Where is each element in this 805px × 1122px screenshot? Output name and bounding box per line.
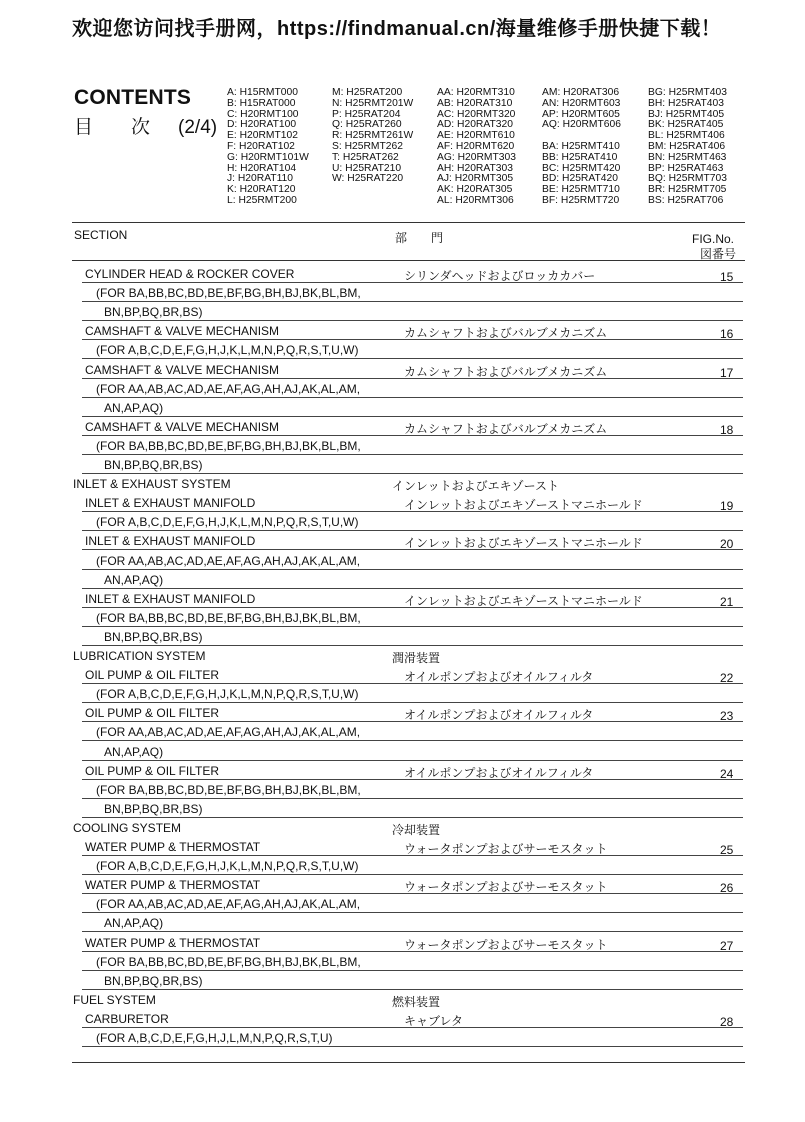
row-bumon-label: シリンダヘッドおよびロッカカバー — [404, 269, 596, 283]
model-code: BS: H25RAT706 — [648, 194, 724, 206]
model-code: AP: H20RMT605 — [542, 108, 620, 120]
model-column — [648, 88, 727, 207]
model-code: W: H25RAT220 — [332, 173, 404, 185]
row-fig-number: 18 — [720, 422, 734, 437]
row-section-label: INLET & EXHAUST MANIFOLD — [85, 591, 256, 606]
page-title-jp — [74, 112, 217, 139]
model-code: AM: H20RAT306 — [542, 87, 620, 98]
row-fig-number: 23 — [720, 709, 734, 724]
model-column — [227, 88, 309, 207]
model-code: BQ: H25RMT703 — [648, 173, 727, 185]
model-column — [437, 88, 516, 207]
model-code: H: H20RAT104 — [227, 162, 297, 174]
row-underline — [82, 1046, 743, 1047]
table-row — [0, 589, 805, 608]
row-bumon-label: カムシャフトおよびバルブメカニズム — [404, 364, 608, 379]
row-section-label: (FOR A,B,C,D,E,F,G,H,J,L,M,N,P,Q,R,S,T,U) — [96, 1031, 333, 1045]
table-row — [0, 837, 805, 856]
model-code: AN: H20RMT603 — [542, 97, 621, 109]
model-code: K: H20RAT120 — [227, 184, 296, 196]
table-row — [0, 761, 805, 780]
section-column-header: SECTION — [74, 228, 128, 242]
table-bottom-rule — [72, 1062, 745, 1063]
row-bumon-label: キャブレタ — [404, 1013, 464, 1028]
row-section-label: (FOR A,B,C,D,E,F,G,H,J,K,L,M,N,P,Q,R,S,T,U,W) — [96, 859, 359, 874]
model-code: BK: H25RAT405 — [648, 119, 724, 131]
row-section-label: CAMSHAFT & VALVE MECHANISM — [85, 419, 280, 434]
row-section-label: CAMSHAFT & VALVE MECHANISM — [85, 362, 280, 377]
table-row — [0, 913, 805, 932]
row-bumon-label: インレットおよびエキゾーストマニホールド — [404, 536, 643, 551]
model-code: BB: H25RAT410 — [542, 151, 618, 163]
row-fig-number: 21 — [720, 594, 734, 609]
model-code: AL: H20RMT306 — [437, 194, 514, 206]
model-code: AD: H20RAT320 — [437, 119, 513, 131]
model-code: BG: H25RMT403 — [648, 87, 727, 98]
row-section-label: WATER PUMP & THERMOSTAT — [85, 840, 261, 854]
model-code: R: H25RMT261W — [332, 130, 414, 142]
table-row — [0, 780, 805, 799]
row-section-label: (FOR BA,BB,BC,BD,BE,BF,BG,BH,BJ,BK,BL,BM, — [96, 782, 361, 797]
table-row — [0, 684, 805, 703]
table-row — [0, 894, 805, 913]
row-fig-number: 27 — [720, 938, 734, 953]
table-row — [0, 360, 805, 379]
table-row — [0, 875, 805, 894]
model-code: A: H15RMT000 — [227, 87, 298, 98]
table-row — [0, 302, 805, 321]
model-code: BR: H25RMT705 — [648, 184, 727, 196]
model-code: BM: H25RAT406 — [648, 140, 726, 152]
row-section-label: BN,BP,BQ,BR,BS) — [104, 305, 203, 320]
model-column — [332, 88, 413, 185]
table-row — [0, 283, 805, 302]
row-bumon-label: カムシャフトおよびバルブメカニズム — [404, 326, 608, 341]
table-row — [0, 570, 805, 589]
table-row — [0, 799, 805, 818]
row-fig-number: 22 — [720, 671, 734, 686]
table-row — [0, 742, 805, 761]
row-bumon-label: オイルポンプおよびオイルフィルタ — [404, 708, 594, 723]
row-section-label: COOLING SYSTEM — [73, 820, 182, 835]
row-fig-number: 26 — [720, 881, 734, 896]
table-row — [0, 321, 805, 340]
table-row — [0, 703, 805, 722]
row-section-label: (FOR AA,AB,AC,AD,AE,AF,AG,AH,AJ,AK,AL,AM, — [96, 553, 361, 568]
row-section-label: AN,AP,AQ) — [104, 916, 164, 931]
model-column — [542, 88, 621, 207]
model-code: BF: H25RMT720 — [542, 194, 620, 206]
row-section-label: WATER PUMP & THERMOSTAT — [85, 878, 261, 893]
model-code: AB: H20RAT310 — [437, 97, 513, 109]
model-code: J: H20RAT110 — [227, 173, 294, 185]
table-top-rule — [72, 222, 745, 223]
table-row — [0, 398, 805, 417]
row-bumon-label: カムシャフトおよびバルブメカニズム — [404, 421, 608, 436]
table-row — [0, 340, 805, 359]
row-section-label: BN,BP,BQ,BR,BS) — [104, 629, 203, 644]
table-row — [0, 264, 805, 283]
row-section-label: AN,AP,AQ) — [104, 744, 164, 759]
fig-no-column-header: FIG.No. — [692, 232, 735, 246]
row-fig-number: 17 — [720, 365, 734, 380]
table-row — [0, 455, 805, 474]
row-bumon-label: インレットおよびエキゾースト — [392, 479, 559, 494]
contents-title-block — [74, 86, 217, 139]
model-code: AQ: H20RMT606 — [542, 119, 621, 131]
row-fig-number: 15 — [720, 270, 734, 284]
row-bumon-label: オイルポンプおよびオイルフィルタ — [404, 765, 594, 780]
page-title-jp-text: 目 次 — [74, 117, 151, 138]
model-code: BC: H25RMT420 — [542, 162, 621, 174]
row-section-label: (FOR AA,AB,AC,AD,AE,AF,AG,AH,AJ,AK,AL,AM, — [96, 897, 361, 912]
table-row — [0, 436, 805, 455]
row-fig-number: 25 — [720, 843, 734, 857]
row-fig-number: 16 — [720, 327, 734, 342]
table-row — [0, 531, 805, 550]
model-code: AK: H20RAT305 — [437, 184, 513, 196]
row-bumon-label: インレットおよびエキゾーストマニホールド — [404, 498, 643, 513]
model-code: BN: H25RMT463 — [648, 151, 727, 163]
table-row — [0, 379, 805, 398]
table-row — [0, 551, 805, 570]
row-section-label: OIL PUMP & OIL FILTER — [85, 668, 220, 683]
table-row — [0, 933, 805, 952]
table-row — [0, 1009, 805, 1028]
row-section-label: WATER PUMP & THERMOSTAT — [85, 935, 261, 950]
row-bumon-label: 燃料装置 — [392, 994, 441, 1009]
model-code: AJ: H20RMT305 — [437, 173, 514, 185]
model-code: B: H15RAT000 — [227, 97, 296, 109]
row-section-label: (FOR AA,AB,AC,AD,AE,AF,AG,AH,AJ,AK,AL,AM, — [96, 381, 361, 396]
row-section-label: INLET & EXHAUST MANIFOLD — [85, 534, 256, 549]
model-code: C: H20RMT100 — [227, 108, 299, 120]
row-section-label: (FOR A,B,C,D,E,F,G,H,J,K,L,M,N,P,Q,R,S,T,U,W) — [96, 687, 359, 702]
model-code: D: H20RAT100 — [227, 119, 297, 131]
row-section-label: (FOR BA,BB,BC,BD,BE,BF,BG,BH,BJ,BK,BL,BM, — [96, 954, 361, 969]
row-section-label: AN,AP,AQ) — [104, 572, 164, 587]
row-section-label: (FOR A,B,C,D,E,F,G,H,J,K,L,M,N,P,Q,R,S,T,U,W) — [96, 343, 359, 358]
row-bumon-label: 冷却装置 — [392, 822, 441, 837]
row-section-label: (FOR AA,AB,AC,AD,AE,AF,AG,AH,AJ,AK,AL,AM, — [96, 725, 361, 740]
model-code: M: H25RAT200 — [332, 87, 403, 98]
model-code: AC: H20RMT320 — [437, 108, 516, 120]
table-row — [0, 722, 805, 741]
section-row — [0, 474, 805, 493]
row-bumon-label: 潤滑装置 — [392, 651, 441, 665]
model-code: BE: H25RMT710 — [542, 184, 620, 196]
bumon-column-header: 部 門 — [395, 231, 444, 245]
row-section-label: (FOR BA,BB,BC,BD,BE,BF,BG,BH,BJ,BK,BL,BM, — [96, 286, 361, 301]
row-section-label: CARBURETOR — [85, 1011, 169, 1026]
table-row — [0, 952, 805, 971]
table-row — [0, 665, 805, 684]
model-code: G: H20RMT101W — [227, 151, 309, 163]
section-row — [0, 646, 805, 665]
row-section-label: INLET & EXHAUST SYSTEM — [73, 477, 231, 492]
fig-no-column-header-jp: 図番号 — [700, 247, 737, 261]
row-bumon-label: オイルポンプおよびオイルフィルタ — [404, 670, 594, 685]
model-code: BA: H25RMT410 — [542, 140, 620, 152]
row-section-label: CYLINDER HEAD & ROCKER COVER — [85, 267, 295, 281]
row-fig-number: 24 — [720, 766, 734, 781]
table-row — [0, 627, 805, 646]
model-code: Q: H25RAT260 — [332, 119, 402, 131]
row-section-label: BN,BP,BQ,BR,BS) — [104, 973, 203, 988]
table-header-rule — [72, 260, 745, 261]
page-indicator: (2/4) — [178, 117, 218, 138]
table-row — [0, 856, 805, 875]
model-code: E: H20RMT102 — [227, 130, 298, 142]
model-code: P: H25RAT204 — [332, 108, 401, 120]
model-code: U: H25RAT210 — [332, 162, 402, 174]
section-row — [0, 990, 805, 1009]
table-row — [0, 417, 805, 436]
row-fig-number: 28 — [720, 1014, 734, 1029]
model-code: F: H20RAT102 — [227, 140, 295, 152]
table-row — [0, 1028, 805, 1047]
row-bumon-label: インレットおよびエキゾーストマニホールド — [404, 593, 643, 608]
table-row — [0, 512, 805, 531]
table-row — [0, 971, 805, 990]
row-section-label: BN,BP,BQ,BR,BS) — [104, 801, 203, 816]
section-row — [0, 818, 805, 837]
row-section-label: INLET & EXHAUST MANIFOLD — [85, 496, 256, 511]
row-section-label: OIL PUMP & OIL FILTER — [85, 706, 220, 721]
row-section-label: (FOR BA,BB,BC,BD,BE,BF,BG,BH,BJ,BK,BL,BM, — [96, 610, 361, 625]
model-code: AF: H20RMT620 — [437, 140, 515, 152]
row-section-label: (FOR BA,BB,BC,BD,BE,BF,BG,BH,BJ,BK,BL,BM, — [96, 438, 361, 453]
model-code: BP: H25RAT463 — [648, 162, 724, 174]
row-fig-number: 20 — [720, 537, 734, 552]
row-section-label: AN,AP,AQ) — [104, 400, 164, 415]
row-section-label: CAMSHAFT & VALVE MECHANISM — [85, 324, 280, 339]
row-section-label: FUEL SYSTEM — [73, 992, 156, 1007]
model-code: BJ: H25RMT405 — [648, 108, 725, 120]
model-code: L: H25RMT200 — [227, 194, 297, 206]
row-section-label: LUBRICATION SYSTEM — [73, 649, 206, 663]
model-code: S: H25RMT262 — [332, 140, 403, 152]
row-section-label: BN,BP,BQ,BR,BS) — [104, 458, 203, 472]
model-code: BH: H25RAT403 — [648, 97, 724, 109]
model-code: BD: H25RAT420 — [542, 173, 618, 185]
model-code: AA: H20RMT310 — [437, 87, 515, 98]
model-code: AH: H20RAT303 — [437, 162, 513, 174]
site-banner: 欢迎您访问找手册网，https://findmanual.cn/海量维修手册快捷下载！ — [72, 18, 722, 40]
row-bumon-label: ウォータポンプおよびサーモスタット — [404, 880, 608, 895]
row-fig-number: 19 — [720, 499, 734, 514]
model-code: N: H25RMT201W — [332, 97, 414, 109]
model-code: BL: H25RMT406 — [648, 130, 725, 142]
table-row — [0, 493, 805, 512]
model-code: T: H25RAT262 — [332, 151, 399, 163]
model-code: AE: H20RMT610 — [437, 130, 515, 142]
row-bumon-label: ウォータポンプおよびサーモスタット — [404, 842, 608, 856]
page-title-en: CONTENTS — [74, 86, 192, 109]
model-code: AG: H20RMT303 — [437, 151, 516, 163]
row-section-label: OIL PUMP & OIL FILTER — [85, 763, 220, 778]
row-bumon-label: ウォータポンプおよびサーモスタット — [404, 937, 608, 952]
table-row — [0, 608, 805, 627]
row-section-label: (FOR A,B,C,D,E,F,G,H,J,K,L,M,N,P,Q,R,S,T,U,W) — [96, 515, 359, 530]
